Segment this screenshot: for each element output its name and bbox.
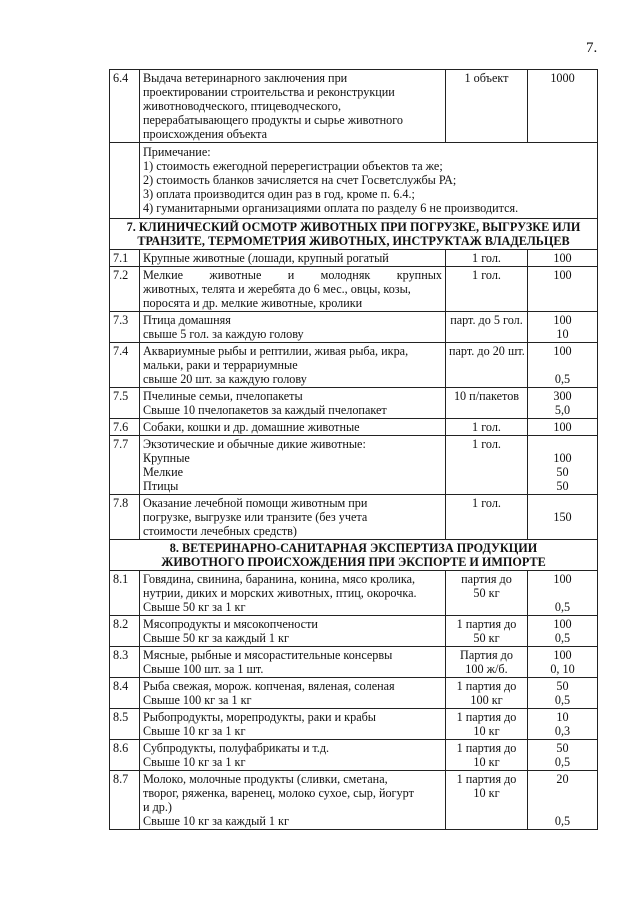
- price-line: 50: [556, 465, 569, 479]
- unit-line: 1 гол.: [472, 420, 501, 434]
- description-line: Крупные: [143, 451, 190, 465]
- row-description: [140, 616, 446, 647]
- section-header-row: [110, 540, 598, 571]
- row-unit: [446, 647, 528, 678]
- description-line: Птица домашняя: [143, 313, 231, 327]
- section-header: [110, 540, 598, 571]
- price-line: 0,5: [554, 372, 571, 386]
- row-unit: [446, 740, 528, 771]
- row-unit: [446, 388, 528, 419]
- description-line: Свыше 10 кг за 1 кг: [143, 755, 246, 769]
- price-line: 0,5: [554, 631, 571, 645]
- description-line: Птицы: [143, 479, 179, 493]
- row-unit: [446, 571, 528, 616]
- row-price: [528, 312, 598, 343]
- row-description: [140, 495, 446, 540]
- row-description: [140, 250, 446, 267]
- description-line: нутрии, диких и морских животных, птиц, окорочка.: [143, 586, 417, 600]
- row-price: [528, 343, 598, 388]
- price-line: 10: [556, 710, 569, 724]
- row-description: [140, 343, 446, 388]
- description-line: Молоко, молочные продукты (сливки, сметана,: [143, 772, 388, 786]
- description-line: Собаки, кошки и др. домашние животные: [143, 420, 360, 434]
- description-line: Говядина, свинина, баранина, конина, мясо кролика,: [143, 572, 416, 586]
- description-line: и др.): [143, 800, 172, 814]
- unit-line: 1 партия до: [456, 772, 517, 786]
- unit-line: парт. до 20 шт.: [449, 344, 525, 358]
- row-unit: [446, 250, 528, 267]
- row-number: 8.6: [110, 740, 140, 771]
- price-line: 100: [553, 344, 572, 358]
- description-line: Крупные животные (лошади, крупный рогатый: [143, 251, 389, 265]
- row-description: [140, 388, 446, 419]
- row-price: [528, 388, 598, 419]
- description-line: Свыше 10 кг за 1 кг: [143, 724, 246, 738]
- unit-line: 10 кг: [473, 724, 500, 738]
- description-line: поросята и др. мелкие животные, кролики: [143, 296, 363, 310]
- unit-line: 50 кг: [473, 586, 500, 600]
- description-line: Оказание лечебной помощи животным при: [143, 496, 368, 510]
- table-row: [110, 678, 598, 709]
- description-line: Экзотические и обычные дикие животные:: [143, 437, 366, 451]
- price-line: 50: [556, 479, 569, 493]
- unit-line: 1 партия до: [456, 710, 517, 724]
- table-row: [110, 312, 598, 343]
- row-unit: [446, 436, 528, 495]
- row-number: 8.5: [110, 709, 140, 740]
- unit-line: 1 гол.: [472, 251, 501, 265]
- row-unit: [446, 267, 528, 312]
- description-line: проектировании строительства и реконструкции: [143, 85, 395, 99]
- row-price: [528, 267, 598, 312]
- price-line: 100: [553, 451, 572, 465]
- row-price: [528, 740, 598, 771]
- unit-line: 10 кг: [473, 755, 500, 769]
- row-number: 7.5: [110, 388, 140, 419]
- price-line: 100: [553, 268, 572, 282]
- row-description: [140, 678, 446, 709]
- unit-line: 1 партия до: [456, 741, 517, 755]
- price-line: 0,5: [554, 600, 571, 614]
- row-unit: [446, 678, 528, 709]
- table-row: [110, 616, 598, 647]
- row-number: 7.4: [110, 343, 140, 388]
- row-description: [140, 647, 446, 678]
- unit-line: 10 п/пакетов: [453, 389, 520, 403]
- price-line: 10: [556, 327, 569, 341]
- price-line: 100: [553, 251, 572, 265]
- note-item: 4) гуманитарными организациями оплата по разделу 6 не производится.: [143, 201, 519, 215]
- row-price: [528, 571, 598, 616]
- row-price: [528, 709, 598, 740]
- row-description: [140, 419, 446, 436]
- description-line: Рыбопродукты, морепродукты, раки и крабы: [143, 710, 376, 724]
- table-row: [110, 267, 598, 312]
- note-cell: [140, 143, 598, 219]
- price-line: 100: [553, 648, 572, 662]
- price-line: 0,5: [554, 814, 571, 828]
- section-header-row: [110, 219, 598, 250]
- description-line: животных, телята и жеребята до 6 мес., овцы, козы,: [143, 282, 411, 296]
- row-number: 7.1: [110, 250, 140, 267]
- description-line: Мясопродукты и мясокопчености: [143, 617, 318, 631]
- unit-line: 100 кг: [470, 693, 503, 707]
- note-item: 3) оплата производится один раз в год, кроме п. 6.4.;: [143, 187, 415, 201]
- price-line: 100: [553, 617, 572, 631]
- row-unit: [446, 312, 528, 343]
- row-number: 7.3: [110, 312, 140, 343]
- row-price: [528, 250, 598, 267]
- table-row: [110, 709, 598, 740]
- row-price: [528, 647, 598, 678]
- note-title: Примечание:: [143, 145, 211, 159]
- row-description: [140, 571, 446, 616]
- description-line: мальки, раки и террариумные: [143, 358, 298, 372]
- description-line: животноводческого, птицеводческого,: [143, 99, 342, 113]
- description-line: свыше 20 шт. за каждую голову: [143, 372, 307, 386]
- row-unit: [446, 343, 528, 388]
- description-line: Субпродукты, полуфабрикаты и т.д.: [143, 741, 330, 755]
- row-price: 1000: [528, 70, 598, 143]
- price-line: 100: [553, 420, 572, 434]
- price-line: 0,3: [554, 724, 571, 738]
- table-row: [110, 343, 598, 388]
- row-unit: [446, 419, 528, 436]
- note-item: 1) стоимость ежегодной перерегистрации объектов та же;: [143, 159, 443, 173]
- row-price: [528, 678, 598, 709]
- line-spacer: [531, 586, 594, 600]
- table-row: [110, 419, 598, 436]
- description-line: Пчелиные семьи, пчелопакеты: [143, 389, 303, 403]
- row-number: [110, 143, 140, 219]
- row-number: 8.3: [110, 647, 140, 678]
- line-spacer: [531, 800, 594, 814]
- unit-line: 50 кг: [473, 631, 500, 645]
- description-line: Мелкие животные и молодняк крупных: [143, 268, 442, 282]
- unit-line: 1 гол.: [472, 268, 501, 282]
- table-row: [110, 436, 598, 495]
- description-line: творог, ряженка, варенец, молоко сухое, сыр, йогурт: [143, 786, 414, 800]
- row-description: [140, 70, 446, 143]
- description-line: Свыше 100 кг за 1 кг: [143, 693, 252, 707]
- row-description: [140, 312, 446, 343]
- line-spacer: [531, 358, 594, 372]
- section-title-line: 8. ВЕТЕРИНАРНО-САНИТАРНАЯ ЭКСПЕРТИЗА ПРОДУКЦИИ: [169, 541, 538, 555]
- unit-line: 1 партия до: [456, 617, 517, 631]
- table-row: [110, 571, 598, 616]
- row-description: [140, 436, 446, 495]
- price-line: 300: [553, 389, 572, 403]
- table-row: [110, 495, 598, 540]
- unit-line: Партия до: [460, 648, 513, 662]
- row-number: 8.4: [110, 678, 140, 709]
- unit-line: 10 кг: [473, 786, 500, 800]
- row-number: 8.1: [110, 571, 140, 616]
- table-row: [110, 388, 598, 419]
- note-item: 2) стоимость бланков зачисляется на счет Госветслужбы РА;: [143, 173, 457, 187]
- row-unit: [446, 771, 528, 830]
- section-header: [110, 219, 598, 250]
- description-line: Аквариумные рыбы и рептилии, живая рыба, икра,: [143, 344, 409, 358]
- section-title-line: ТРАНЗИТЕ, ТЕРМОМЕТРИЯ ЖИВОТНЫХ, ИНСТРУКТАЖ ВЛАДЕЛЬЦЕВ: [137, 234, 570, 248]
- row-unit: [446, 495, 528, 540]
- table-row: [110, 70, 598, 143]
- description-line: Свыше 50 кг за 1 кг: [143, 600, 246, 614]
- row-description: [140, 740, 446, 771]
- row-number: 8.2: [110, 616, 140, 647]
- row-price: [528, 495, 598, 540]
- unit-line: парт. до 5 гол.: [450, 313, 523, 327]
- row-price: [528, 771, 598, 830]
- line-spacer: [531, 786, 594, 800]
- note-row: [110, 143, 598, 219]
- row-unit: 1 объект: [446, 70, 528, 143]
- price-line: 5,0: [554, 403, 571, 417]
- unit-line: 1 гол.: [472, 496, 501, 510]
- row-number: 7.2: [110, 267, 140, 312]
- row-number: 7.7: [110, 436, 140, 495]
- description-line: Рыба свежая, морож. копченая, вяленая, соленая: [143, 679, 395, 693]
- description-line: происхождения объекта: [143, 127, 267, 141]
- section-title-line: 7. КЛИНИЧЕСКИЙ ОСМОТР ЖИВОТНЫХ ПРИ ПОГРУЗКЕ, ВЫГРУЗКЕ ИЛИ: [126, 220, 581, 234]
- page-number: 7.: [586, 40, 598, 56]
- row-unit: [446, 616, 528, 647]
- row-number: 7.6: [110, 419, 140, 436]
- row-number: 7.8: [110, 495, 140, 540]
- row-number: 8.7: [110, 771, 140, 830]
- description-line: Свыше 10 кг за каждый 1 кг: [143, 814, 289, 828]
- description-line: Выдача ветеринарного заключения при: [143, 71, 348, 85]
- row-description: [140, 771, 446, 830]
- unit-line: 1 партия до: [456, 679, 517, 693]
- row-description: [140, 709, 446, 740]
- unit-line: 100 ж/б.: [465, 662, 508, 676]
- description-line: Свыше 50 кг за каждый 1 кг: [143, 631, 289, 645]
- unit-line: 1 гол.: [472, 437, 501, 451]
- section-title-line: ЖИВОТНОГО ПРОИСХОЖДЕНИЯ ПРИ ЭКСПОРТЕ И ИМПОРТЕ: [161, 555, 546, 569]
- row-number: 6.4: [110, 70, 140, 143]
- tariff-table: [109, 69, 598, 830]
- price-line: 20: [556, 772, 569, 786]
- description-line: свыше 5 гол. за каждую голову: [143, 327, 304, 341]
- price-line: 100: [553, 572, 572, 586]
- price-line: 0, 10: [550, 662, 575, 676]
- description-line: Свыше 10 пчелопакетов за каждый пчелопакет: [143, 403, 387, 417]
- unit-line: партия до: [461, 572, 512, 586]
- price-line: 100: [553, 313, 572, 327]
- row-price: [528, 436, 598, 495]
- description-line: погрузке, выгрузке или транзите (без учета: [143, 510, 368, 524]
- description-line: Свыше 100 шт. за 1 шт.: [143, 662, 264, 676]
- table-row: [110, 771, 598, 830]
- description-line: Мясные, рыбные и мясорастительные консервы: [143, 648, 393, 662]
- price-line: 150: [553, 510, 572, 524]
- row-price: [528, 419, 598, 436]
- price-line: 50: [556, 741, 569, 755]
- table-row: [110, 647, 598, 678]
- description-line: перерабатывающего продукты и сырье животного: [143, 113, 404, 127]
- table-row: [110, 740, 598, 771]
- price-line: 0,5: [554, 693, 571, 707]
- line-spacer: [531, 496, 594, 510]
- table-row: [110, 250, 598, 267]
- description-line: стоимости лечебных средств): [143, 524, 297, 538]
- price-line: 50: [556, 679, 569, 693]
- row-unit: [446, 709, 528, 740]
- row-description: [140, 267, 446, 312]
- line-spacer: [531, 437, 594, 451]
- description-line: Мелкие: [143, 465, 184, 479]
- price-line: 0,5: [554, 755, 571, 769]
- row-price: [528, 616, 598, 647]
